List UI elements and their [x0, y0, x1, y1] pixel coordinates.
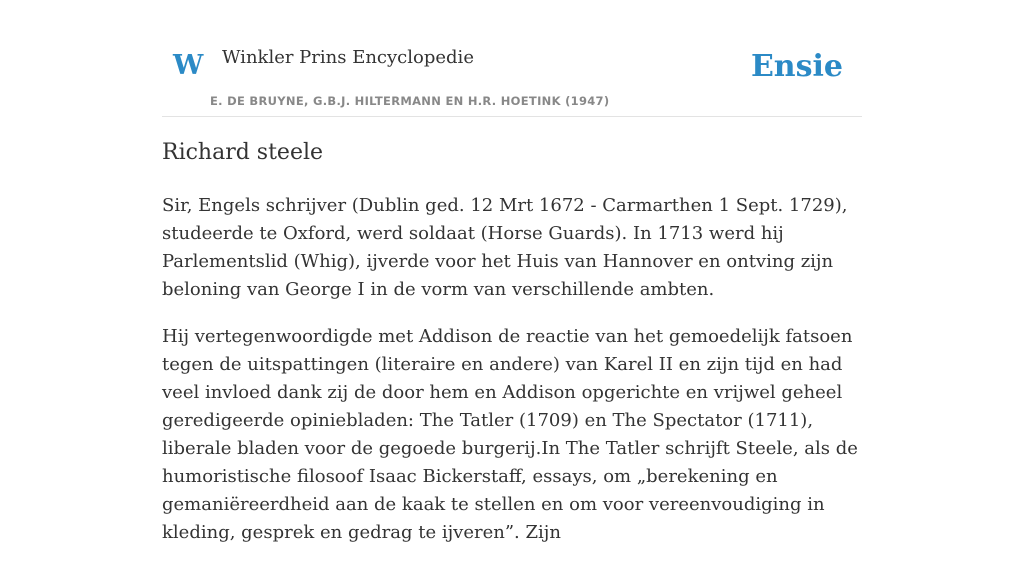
publication-authors: E. DE BRUYNE, G.B.J. HILTERMANN EN H.R. HOETINK (1947)	[210, 94, 610, 108]
article-paragraph: Hij vertegenwoordigde met Addison de reactie van het gemoedelijk fatsoen tegen de uitspattingen (literaire en andere) van Karel II en zijn tijd en had veel invloed dank zij de door hem en Addison opgerichte en vrijwel geheel geredigeerde opiniebladen: The Tatler (1709) en The Spectator (1711), liberale bladen voor de gegoede burgerij.In The Tatler schrijft Steele, als de humoristische filosoof Isaac Bickerstaff, essays, om „berekening en gemaniëreerdheid aan de kaak te stellen en om voor vereenvoudiging in kleding, gesprek en gedrag te ijveren”. Zijn	[162, 326, 858, 543]
publication-logo[interactable]: W	[173, 50, 204, 81]
article-paragraph: Sir, Engels schrijver (Dublin ged. 12 Mrt 1672 - Carmarthen 1 Sept. 1729), studeerde te Oxford, werd soldaat (Horse Guards). In 1713 werd hij Parlementslid (Whig), ijverde voor het Huis van Hannover en ontving zijn beloning van George I in de vorm van verschillende ambten.	[162, 195, 848, 300]
brand-logo[interactable]: Ensie	[750, 49, 843, 84]
article-title: Richard steele	[162, 140, 324, 165]
site-header	[162, 0, 862, 117]
article-body	[162, 192, 862, 566]
publication-title[interactable]: Winkler Prins Encyclopedie	[222, 47, 474, 68]
